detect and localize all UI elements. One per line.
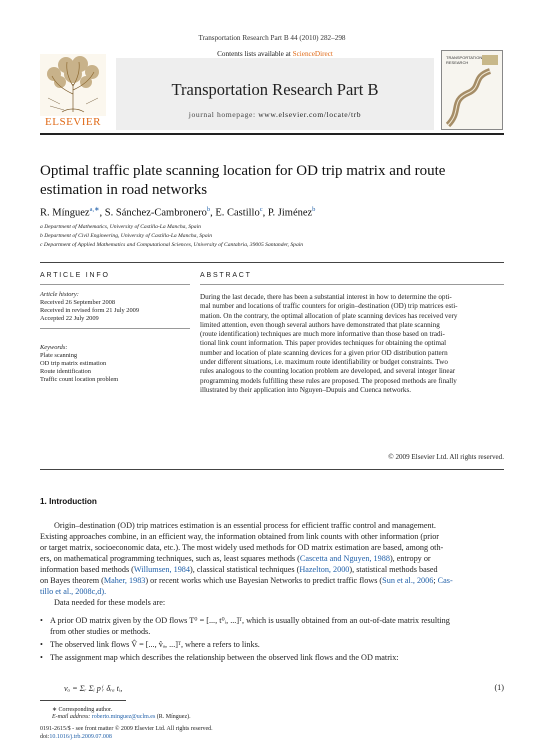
contents-availability	[116, 50, 434, 58]
author-affiliation-mark[interactable]: b	[206, 206, 211, 213]
article-info-label: ARTICLE INFO	[40, 272, 110, 279]
keyword-item: Plate scanning	[40, 352, 78, 359]
contents-prefix: Contents lists available at	[217, 50, 293, 58]
keywords-rule	[40, 328, 190, 329]
citation-link[interactable]: Sun et al., 2006	[382, 576, 434, 585]
running-head: Transportation Research Part B 44 (2010) 282–298	[198, 34, 346, 42]
citation-link[interactable]: tillo et al., 2008c,d).	[40, 587, 107, 596]
section-rule	[40, 469, 504, 470]
author-separator: ,	[262, 207, 268, 219]
journal-homepage	[116, 110, 434, 119]
journal-title: Transportation Research Part B	[171, 80, 379, 99]
abstract-rule	[200, 284, 504, 285]
header-rule	[40, 133, 504, 135]
email-note	[52, 714, 191, 720]
abstract-line: (route identification) techniques are much more informative than those based on tradi-	[200, 330, 445, 339]
abstract-line: During the last decade, there has been a substantial interest in how to determine the opti-	[200, 293, 452, 301]
footnote-rule	[40, 700, 126, 701]
title-line-2: estimation in road networks	[40, 182, 208, 198]
cover-title: TRANSPORTATION RESEARCH	[446, 55, 483, 65]
abstract-line: tional link count information. This paper provides techniques for obtaining the optimal	[200, 339, 447, 348]
bullet-assignment: • The assignment map which describes the relationship between the observed link flows and the OD matrix:	[40, 652, 504, 663]
email-link[interactable]: roberto.minguez@uclm.es	[91, 714, 156, 720]
road-illustration-icon	[442, 51, 502, 129]
citation-link[interactable]: Cascetta and Nguyen, 1988	[299, 554, 390, 563]
intro-heading: 1. Introduction	[40, 497, 97, 506]
intro-line: Existing approaches combine, in an efficient way, the information obtained from link counts with other information (prior	[40, 532, 440, 541]
abstract-copyright: © 2009 Elsevier Ltd. All rights reserved.	[388, 453, 504, 461]
corresponding-author-note: ∗ Corresponding author.	[52, 707, 113, 713]
intro-line: Origin–destination (OD) trip matrices estimation is an essential process for efficient traffic control and management.	[54, 521, 436, 530]
history-accepted: Accepted 22 July 2009	[40, 315, 99, 322]
author-affiliation-mark[interactable]: a,∗	[89, 206, 100, 213]
history-received: Received 26 September 2008	[40, 299, 116, 306]
intro-line	[40, 564, 504, 575]
doi-prefix: doi:	[40, 734, 50, 740]
intro-line: ers, on mathematical programming techniques, such as, least squares methods (Cascetta and Nguyen, 1988), entropy or	[40, 554, 431, 563]
abstract-line: mation. On the contrary, the optimal allocation of plate scanning devices has received very	[200, 311, 458, 320]
citation-link[interactable]: Cas-	[437, 576, 453, 585]
bullet-link-flows: • The observed link flows V̂ = [..., v̂ₐ, ...]ᵀ, where a refers to links.	[40, 639, 504, 650]
issn-line: 0191-2615/$ - see front matter © 2009 Elsevier Ltd. All rights reserved.	[40, 726, 213, 732]
article-title	[40, 162, 504, 200]
abstract-line: limited attention, even though several authors have demonstrated that plate scanning	[200, 320, 440, 329]
author-name: E. Castillo	[215, 207, 260, 219]
citation-link[interactable]: Willumsen, 1984	[133, 565, 190, 574]
keyword-item: OD trip matrix estimation	[40, 360, 107, 367]
author-name: R. Mínguez	[40, 207, 90, 219]
keyword-item: Traffic count location problem	[40, 376, 119, 383]
intro-text: on Bayes theorem (	[40, 576, 104, 585]
title-line-1: Optimal traffic plate scanning location for OD trip matrix and route	[40, 163, 446, 179]
affiliation-b: b Department of Civil Engineering, University of Castilla-La Mancha, Spain	[40, 233, 212, 239]
intro-text: ), classical statistical techniques (	[190, 565, 300, 574]
abstract-line: illustrated by their application into Nguyen–Dupuis and Cuenca networks.	[200, 385, 411, 394]
homepage-url[interactable]: www.elsevier.com/locate/trb	[258, 110, 362, 119]
doi-line	[40, 734, 112, 740]
keyword-item: Route identification	[40, 368, 91, 375]
equation-1: vₐ = Σᵣ Σᵢ pⁱᵣ δᵣₐ tᵢ,	[64, 684, 123, 693]
author-separator: ,	[210, 207, 216, 219]
history-label: Article history:	[40, 291, 79, 298]
keywords-label: Keywords:	[40, 344, 68, 351]
bullet-continuation: from other studies or methods.	[50, 627, 151, 636]
abstract-line: number and location of plate scanning devices for a given prior OD distribution pattern	[200, 348, 448, 357]
email-label: E-mail address:	[52, 714, 92, 720]
intro-line	[40, 586, 504, 597]
journal-cover	[441, 50, 503, 130]
author-name: P. Jiménez	[267, 207, 313, 219]
author-affiliation-mark[interactable]: c	[259, 206, 263, 213]
abstract-line: programming models fulfilling these rules are proposed. The proposed methods are finally	[200, 376, 457, 385]
elsevier-tree-icon	[40, 54, 106, 116]
intro-text: ;	[433, 576, 438, 585]
intro-line: or target matrix, socioeconomic data, etc.). The most widely used methods for OD matrix estimation are based, among oth-	[40, 543, 444, 552]
intro-text: ers, on mathematical programming techniques, such as, least squares methods	[40, 554, 298, 563]
author-affiliation-mark[interactable]: b	[312, 206, 316, 213]
article-info-rule	[40, 284, 190, 285]
affiliation-c: c Department of Applied Mathematics and Computational Sciences, University of Cantabria, 39005 Santander, Spain	[40, 242, 304, 248]
bullet-prior-od: • A prior OD matrix given by the OD flows T⁰ = [..., t⁰ᵢ, ...]ᵀ, which is usually obtained from an out-of-date matrix resulting	[40, 615, 504, 626]
citation-link[interactable]: Hazelton, 2000	[299, 565, 350, 574]
publisher-wordmark: ELSEVIER	[45, 116, 101, 128]
abstract-line: under different situations, i.e. maximum route identifiability or budget constraints. Two	[200, 358, 448, 367]
intro-text: ), statistical methods based	[349, 565, 438, 574]
author-list	[40, 205, 315, 219]
abstract-line: mal number and locations of traffic counters for origin–destination (OD) trip matrices esti-	[200, 302, 458, 311]
doi-link[interactable]: 10.1016/j.trb.2009.07.008	[49, 734, 112, 740]
author-separator: ,	[99, 207, 105, 219]
data-needed-line: Data needed for these models are:	[54, 598, 166, 607]
history-revised: Received in revised form 21 July 2009	[40, 307, 140, 314]
affiliation-a: a Department of Mathematics, University of Castilla-La Mancha, Spain	[40, 224, 201, 230]
homepage-prefix: journal homepage:	[188, 110, 259, 119]
abstract-line: rules analogous to the counting location problem are developed, and several integer linear	[200, 367, 456, 376]
citation-link[interactable]: Maher, 1983	[103, 576, 146, 585]
intro-text: information based methods (	[40, 565, 134, 574]
equation-number: (1)	[494, 683, 504, 692]
intro-line	[40, 575, 504, 586]
abstract-label: ABSTRACT	[200, 272, 252, 279]
abstract-body	[200, 293, 504, 395]
intro-text: ) or recent works which use Bayesian Networks to predict traffic flows (	[145, 576, 383, 585]
section-rule	[40, 262, 504, 263]
sciencedirect-link[interactable]: ScienceDirect	[292, 50, 333, 58]
intro-text: ), entropy or	[389, 554, 431, 563]
author-name: S. Sánchez-Cambronero	[104, 207, 207, 219]
email-after: (R. Mínguez).	[155, 714, 191, 720]
